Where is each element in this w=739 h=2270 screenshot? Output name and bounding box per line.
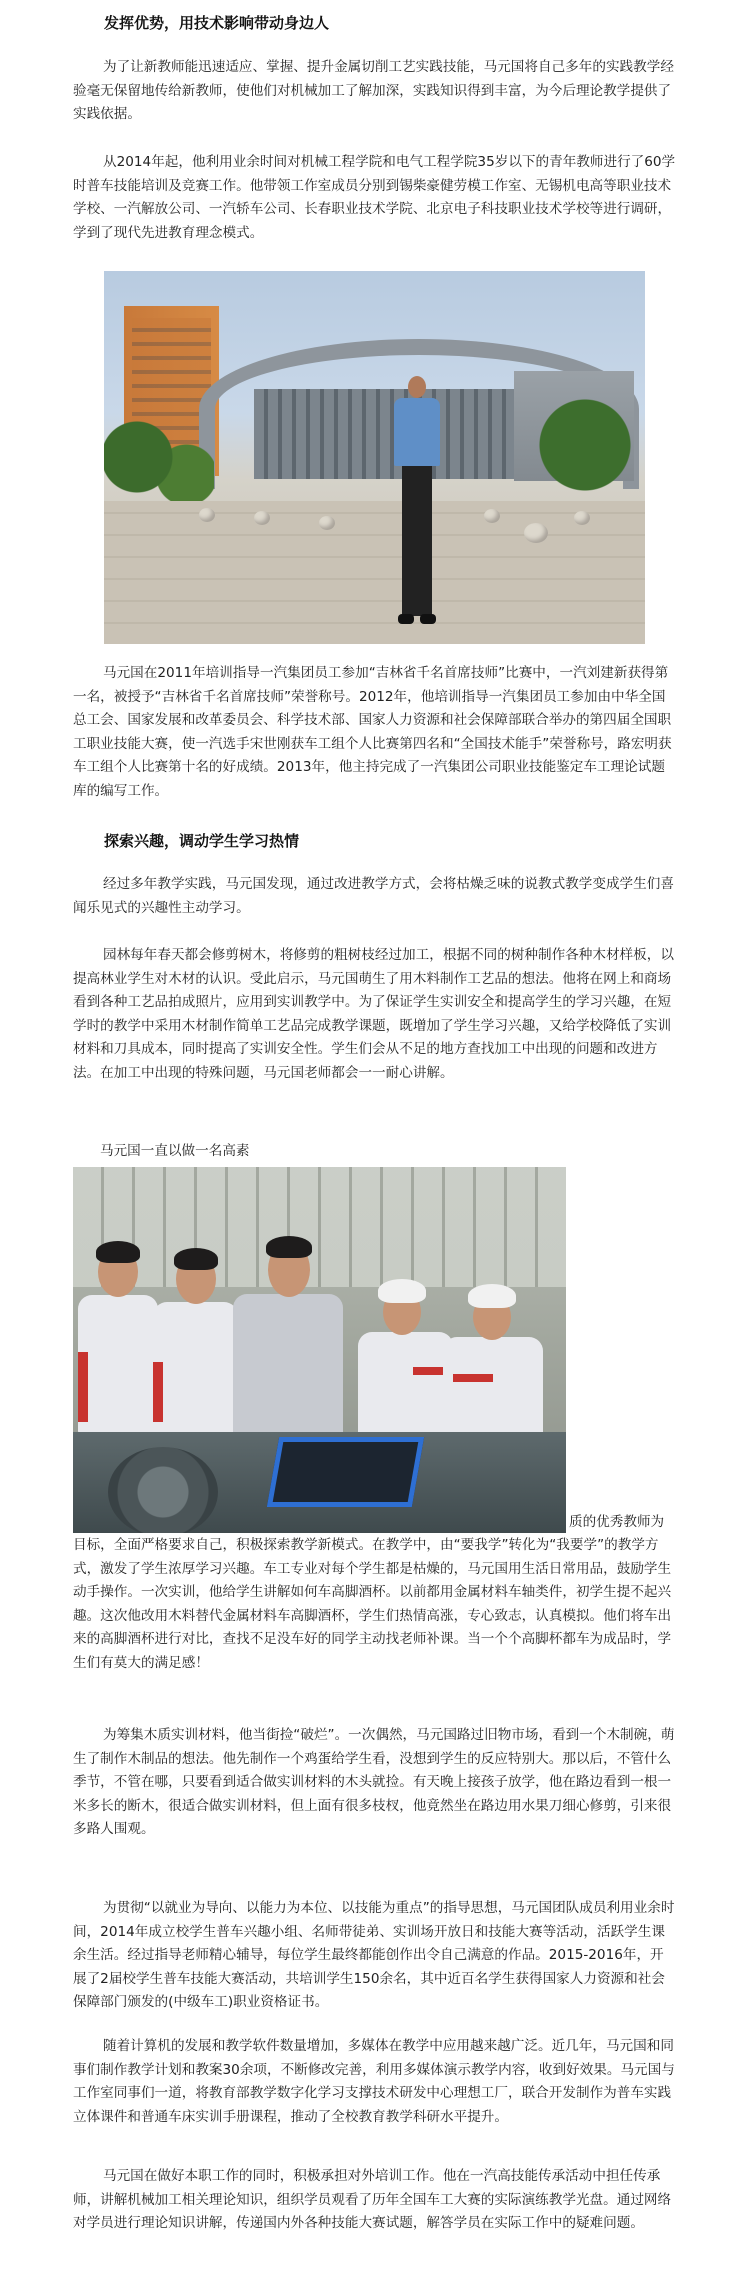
caption-text: 马元国一直以做一名高素	[100, 1143, 250, 1159]
stone-ball	[574, 511, 590, 525]
paragraph: 目标，全面严格要求自己，积极探索教学新模式。在教学中，由“要我学”转化为“我要学”的教学方式，激发了学生浓厚学习兴趣。车工专业对每个学生都是枯燥的，马元国用生活日常用品，鼓励学生动手操作。一次实训，他给学生讲解如何车高脚酒杯。以前都用金属材料车轴类件，初学生提不起兴趣。这次他改用木料替代金属材料车高脚酒杯，学生们热情高涨，专心致志，认真模拟。他们将车出来的高脚酒杯进行对比，查找不足没车好的同学主动找老师补课。当一个个高脚杯都车为成品时，学生们有莫大的满足感！	[73, 1537, 672, 1671]
paragraph: 园林每年春天都会修剪树木，将修剪的粗树枝经过加工，根据不同的树种制作各种木材样板，以提高林业学生对木材的认识。受此启示，马元国萌生了用木料制作工艺品的想法。他将在网上和商场看到各种工艺品拍成照片，应用到实训教学中。为了保证学生实训安全和提高学生的学习兴趣，在短学时的教学中采用木材制作简单工艺品完成教学课题，既增加了学生学习兴趣，又给学校降低了实训材料和刀具成本，同时提高了实训安全性。学生们会从不足的地方查找加工中出现的问题和改进方法。在加工中出现的特殊问题，马元国老师都会一一耐心讲解。	[73, 947, 674, 1081]
section-heading-interest: 探索兴趣，调动学生学习热情	[104, 832, 300, 850]
campus-photo	[104, 271, 645, 644]
section-heading-advantage: 发挥优势，用技术影响带动身边人	[104, 14, 330, 32]
paragraph: 为筹集木质实训材料，他当街捡“破烂”。一次偶然，马元国路过旧物市场，看到一个木制碗，萌生了制作木制品的想法。他先制作一个鸡蛋给学生看，没想到学生的反应特别大。那以后，不管什么季节，不管在哪，只要看到适合做实训材料的木头就捡。有天晚上接孩子放学，他在路边看到一根一米多长的断木，很适合做实训材料，但上面有很多枝杈，他竟然坐在路边用水果刀细心修剪，引来很多路人围观。	[73, 1727, 675, 1837]
paragraph: 为了让新教师能迅速适应、掌握、提升金属切削工艺实践技能，马元国将自己多年的实践教学经验毫无保留地传给新教师，使他们对机械加工了解加深，实践知识得到丰富，为今后理论教学提供了实践依据。	[73, 59, 674, 122]
paragraph: 经过多年教学实践，马元国发现，通过改进教学方式，会将枯燥乏味的说教式教学变成学生们喜闻乐见式的兴趣性主动学习。	[73, 876, 674, 916]
lathe-chuck	[108, 1447, 218, 1533]
stone-ball	[319, 516, 335, 530]
teacher-figure	[233, 1232, 343, 1442]
paragraph: 为贯彻“以就业为导向、以能力为本位、以技能为重点”的指导思想，马元国团队成员利用业余时间，2014年成立校学生普车兴趣小组、名师带徒弟、实训场开放日和技能大赛等活动，活跃学生课余生活。经过指导老师精心辅导，每位学生最终都能创作出令自己满意的作品。2015-2016年，开展了2届校学生普车技能大赛活动，共培训学生150余名，其中近百名学生获得国家人力资源和社会保障部门颁发的(中级车工)职业资格证书。	[73, 1900, 675, 2010]
student-figure	[443, 1282, 543, 1452]
plaza-ground	[104, 501, 645, 644]
paragraph: 马元国在做好本职工作的同时，积极承担对外培训工作。他在一汽高技能传承活动中担任传承师，讲解机械加工相关理论知识，组织学员观看了历年全国车工大赛的实际演练教学光盘。通过网络对学员进行理论知识讲解，传递国内外各种技能大赛试题，解答学员在实际工作中的疑难问题。	[73, 2168, 672, 2231]
student-figure	[358, 1277, 453, 1447]
stone-ball	[484, 509, 500, 523]
stone-ball	[524, 523, 548, 543]
paragraph: 从2014年起，他利用业余时间对机械工程学院和电气工程学院35岁以下的青年教师进行了60学时普车技能培训及竞赛工作。他带领工作室成员分别到锡柴豪健劳模工作室、无锡机电高等职业技术学校、一汽解放公司、一汽轿车公司、长春职业技术学院、北京电子科技职业技术学校等进行调研，学到了现代先进教育理念模式。	[73, 154, 676, 241]
student-figure	[148, 1242, 243, 1442]
workpiece-plate	[267, 1437, 424, 1507]
paragraph: 马元国在2011年培训指导一汽集团员工参加“吉林省千名首席技师”比赛中，一汽刘建新获得第一名，被授予“吉林省千名首席技师”荣誉称号。2012年，他培训指导一汽集团员工参加由中华全国总工会、国家发展和改革委员会、科学技术部、国家人力资源和社会保障部联合举办的第四届全国职工职业技能大赛，使一汽选手宋世刚获车工组个人比赛第四名和“全国技术能手”荣誉称号，路宏明获车工组个人比赛第十名的好成绩。2013年，他主持完成了一汽集团公司职业技能鉴定车工理论试题库的编写工作。	[73, 665, 672, 799]
trees	[104, 421, 214, 511]
trees	[525, 391, 645, 511]
stone-ball	[254, 511, 270, 525]
caption-text: 质的优秀教师为	[569, 1514, 665, 1530]
paragraph: 随着计算机的发展和教学软件数量增加，多媒体在教学中应用越来越广泛。近几年，马元国和同事们制作教学计划和教案30余项，不断修改完善，利用多媒体演示教学内容，收到好效果。马元国与工作室同事们一道，将教育部教学数字化学习支撑技术研发中心理想工厂，联合开发制作为普车实践立体课件和普通车床实训手册课程，推动了全校教育教学科研水平提升。	[73, 2038, 675, 2125]
stone-ball	[199, 508, 215, 522]
teacher-figure	[394, 376, 440, 628]
workshop-photo	[73, 1167, 566, 1533]
